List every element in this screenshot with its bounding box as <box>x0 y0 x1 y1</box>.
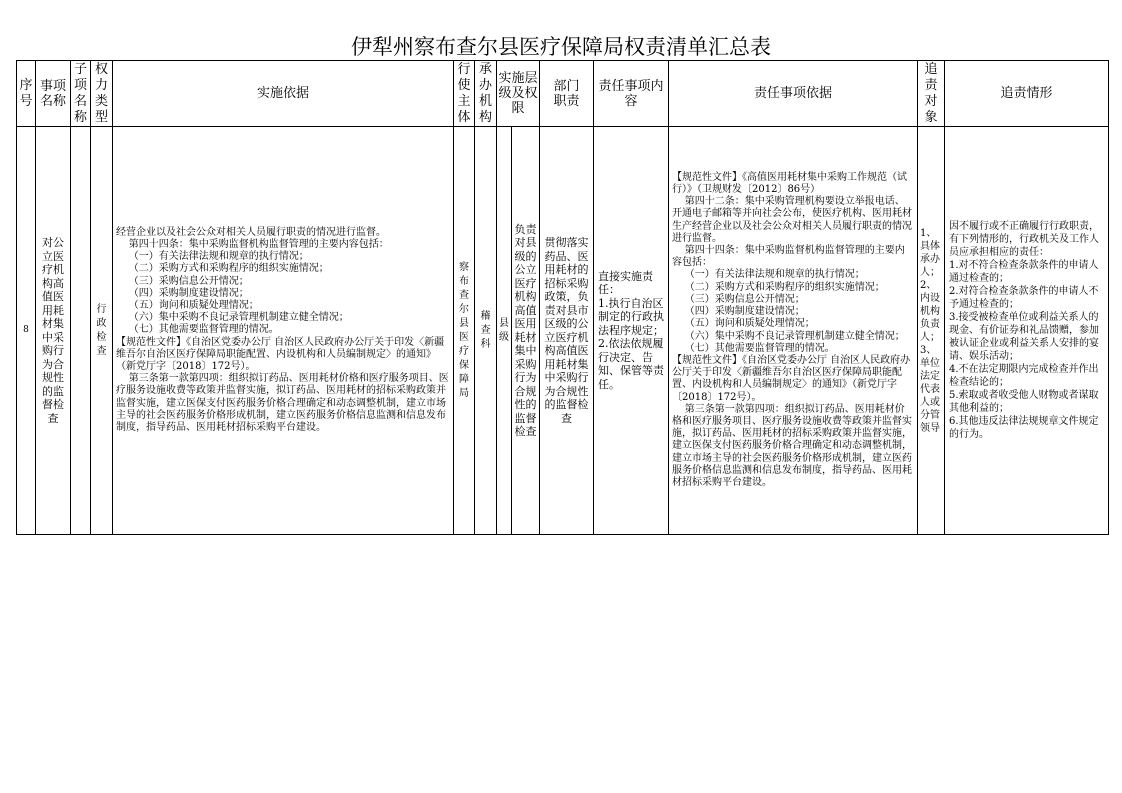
header-subject: 行使主体 <box>454 61 475 127</box>
power-list-table <box>16 60 1109 535</box>
header-basis: 实施依据 <box>113 61 454 127</box>
header-sub-item: 子项名称 <box>71 61 91 127</box>
header-level: 实施层级及权限 <box>497 61 540 127</box>
cell-subject: 察布查尔县医疗保障局 <box>454 127 475 535</box>
cell-level: 县级 <box>497 127 512 535</box>
header-power-type: 权力类型 <box>91 61 113 127</box>
cell-level-scope: 负责对县级的公立医疗机构高值医用耗材集中采购行为合规性的监督检查 <box>512 127 540 535</box>
header-acc-target: 追责对象 <box>918 61 945 127</box>
cell-item-name: 对公立医疗机构高值医用耗材集中采购行为合规性的监督检查 <box>36 127 71 535</box>
cell-power-type: 行政检查 <box>91 127 113 535</box>
cell-basis: 经营企业以及社会公众对相关人员履行职责的情况进行监督。 第四十四条：集中采购监督机构监督管理的主要内容包括： （一）有关法律法规和规章的执行情况； （二）采购方式和采购程序的组织实施情况； （三）采购信息公开情况； （四）采购制度建设情况； （五）询问和质疑处理情况； （六）集中采购不良记录管理机制建立健全情况； （七）其他需要监督管理的情况。 【规范性文件】《自治区党委办公厅 自治区人民政府办公厅关于印发〈新疆维吾尔自治区医疗保障局职能配置、内设机构和人员编制规定〉的通知》（新党厅字〔2018〕172号）。 第三条第一款第四项：组织拟订药品、医用耗材价格和医疗服务项目、医疗服务设施收费等政策并监督实施，拟订药品、医用耗材的招标采购政策并监督实施，建立医保支付医药服务价格合理确定和动态调整机制，建立市场主导的社会医药服务价格形成机制，建立医药服务价格信息监测和信息发布制度，指导药品、医用耗材招标采购平台建设。 <box>113 127 454 535</box>
header-agency: 承办机构 <box>475 61 497 127</box>
header-row <box>17 61 1109 127</box>
cell-acc-cases: 因不履行或不正确履行行政职责，有下列情形的，行政机关及工作人员应承担相应的责任： 1.对不符合检查条款条件的申请人通过检查的； 2.对符合检查条款条件的申请人不予通过检查的； 3.接受被检查单位或利益关系人的现金、有价证券和礼品馈赠，参加被认证企业或利益关系人安排的宴请、娱乐活动； 4.不在法定期限内完成检查并作出检查结论的； 5.索取或者收受他人财物或者谋取其他利益的； 6.其他违反法律法规规章文件规定的行为。 <box>945 127 1109 535</box>
header-resp-content: 责任事项内容 <box>594 61 669 127</box>
page-title: 伊犁州察布查尔县医疗保障局权责清单汇总表 <box>351 35 771 59</box>
cell-acc-target: 1、具体承办人； 2、内设机构负责人； 3、单位法定代表人或分管领导 <box>918 127 945 535</box>
table-row <box>17 127 1109 535</box>
header-seq: 序号 <box>17 61 36 127</box>
cell-sub-item <box>71 127 91 535</box>
header-resp-basis: 责任事项依据 <box>669 61 918 127</box>
cell-seq: 8 <box>17 127 36 535</box>
cell-dept-duty: 贯彻落实药品、医用耗材的招标采购政策，负责对县市区级的公立医疗机构高值医用耗材集中采购行为合规性的监督检查 <box>540 127 594 535</box>
cell-resp-content: 直接实施责任： 1.执行自治区制定的行政执法程序规定； 2.依法依规履行决定、告知、保管等责任。 <box>594 127 669 535</box>
cell-agency: 稽查科 <box>475 127 497 535</box>
cell-resp-basis: 【规范性文件】《高值医用耗材集中采购工作规范（试行）》（卫规财发〔2012〕86号） 第四十二条：集中采购管理机构要设立举报电话、开通电子邮箱等并向社会公布，使医疗机构、医用耗材生产经营企业以及社会公众对相关人员履行职责的情况进行监督。 第四十四条：集中采购监督机构监督管理的主要内容包括： （一）有关法律法规和规章的执行情况； （二）采购方式和采购程序的组织实施情况； （三）采购信息公开情况； （四）采购制度建设情况； （五）询问和质疑处理情况； （六）集中采购不良记录管理机制建立健全情况； （七）其他需要监督管理的情况。 【规范性文件】《自治区党委办公厅 自治区人民政府办公厅关于印发〈新疆维吾尔自治区医疗保障局职能配置、内设机构和人员编制规定〉的通知》（新党厅字〔2018〕172号）。 第三条第一款第四项：组织拟订药品、医用耗材价格和医疗服务项目、医疗服务设施收费等政策并监督实施，拟订药品、医用耗材的招标采购政策并监督实施，建立医保支付医药服务价格合理确定和动态调整机制，建立市场主导的社会医药服务价格形成机制，建立医药服务价格信息监测和信息发布制度，指导药品、医用耗材招标采购平台建设。 <box>669 127 918 535</box>
header-item-name: 事项名称 <box>36 61 71 127</box>
header-acc-cases: 追责情形 <box>945 61 1109 127</box>
header-dept-duty: 部门职责 <box>540 61 594 127</box>
